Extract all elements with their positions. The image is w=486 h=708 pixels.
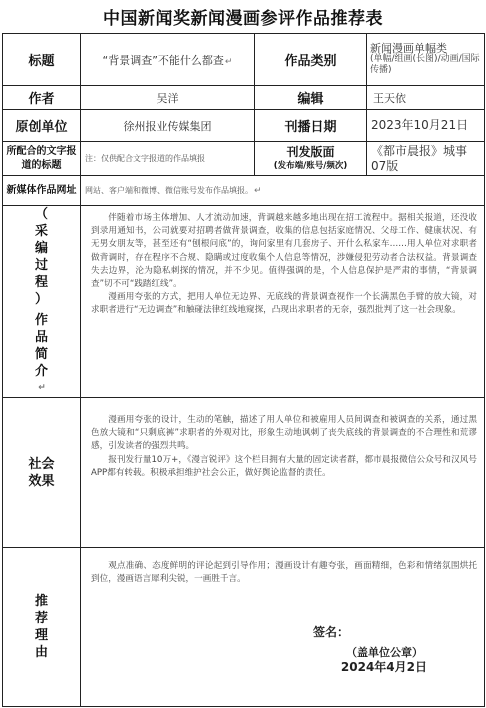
paragraph-mark-icon: ↵: [224, 56, 233, 67]
recommend-paragraph: 观点准确、态度鲜明的评论起到引导作用；漫画设计有趣夸张，画面精细，色彩和情绪氛围烘托到位，漫画语言犀利尖锐，一画胜千言。: [91, 561, 477, 585]
intro-text: [81, 206, 485, 398]
intro-label-main: 作品简介: [34, 313, 48, 379]
category-label: 作品类别: [255, 34, 367, 86]
new-media-label: 新媒体作品网址: [3, 176, 81, 206]
effect-paragraph-2: 报刊发行量10万+，《漫言锐评》这个栏目拥有大量的固定读者群，都市晨报微信公众号和汉风号APP都有转载。积极承担维护社会公正，做好舆论监督的责任。: [91, 454, 477, 478]
publish-date-value: 2023年10月21日: [367, 110, 485, 142]
editor-value: 王天依: [367, 86, 485, 110]
headline-value: “背景调查”不能什么都查↵: [81, 34, 255, 86]
recommend-label: [3, 548, 81, 707]
recommend-text: [81, 548, 485, 707]
recommend-row: [3, 548, 485, 707]
new-media-row: [3, 176, 485, 206]
recommend-label-text: 推荐理由: [34, 594, 48, 660]
author-label: 作者: [3, 86, 81, 110]
unit-row: [3, 110, 485, 142]
page-edition-sub: (发布端/账号/频次): [273, 160, 348, 171]
author-row: [3, 86, 485, 110]
unit-value: 徐州报业传媒集团: [81, 110, 255, 142]
seal-note: （盖单位公章）: [346, 645, 423, 659]
intro-row: [3, 206, 485, 398]
intro-label-process: （采编过程）: [34, 207, 48, 307]
companion-label: 所配合的文字报道的标题: [3, 142, 81, 176]
companion-note: 注：仅供配合文字报道的作品填报: [81, 142, 255, 176]
headline-row: [3, 34, 485, 86]
effect-label-text: 社会效果: [28, 456, 55, 489]
effect-row: [3, 398, 485, 548]
page-edition-value: 《都市晨报》城事07版: [367, 142, 485, 176]
recommendation-form-table: [2, 33, 485, 707]
new-media-note: 网站、客户端和微博、微信账号发布作品填报。↵: [81, 176, 485, 206]
document-title: 中国新闻奖新闻漫画参评作品推荐表: [103, 9, 383, 29]
sign-date: 2024年4月2日: [340, 659, 427, 674]
effect-text: [81, 398, 485, 548]
companion-row: [3, 142, 485, 176]
editor-label: 编辑: [255, 86, 367, 110]
paragraph-mark-icon: ↵: [38, 383, 46, 393]
page-edition-label: [255, 142, 367, 176]
effect-label: [3, 398, 81, 548]
category-value: 新闻漫画单幅类: [370, 42, 447, 55]
category-cell: [367, 34, 485, 86]
publish-date-label: 刊播日期: [255, 110, 367, 142]
paragraph-mark-icon: ↵: [254, 185, 262, 196]
headline-label: 标题: [3, 34, 81, 86]
intro-paragraph-2: 漫画用夸张的方式，把用人单位无边界、无底线的背景调查视作一个长满黑色手臂的放大镜，对求职者进行“无边调查”和触碰法律红线地窥探，凸现出求职者的无奈，强烈批判了这一社会现象。: [91, 292, 477, 316]
intro-paragraph-1: 伴随着市场主体增加、人才流动加速，背调越来越多地出现在招工流程中。据相关报道，还没收到录用通知书，公司就要对招聘者做背景调查，收集的信息包括家庭情况、父母工作、健康状况、有无男女朋友等，甚至还有“刨根问底”的，询问家里有几套房子、开什么私家车……用人单位对求职者做背调时，存在程序不合规、隐瞒或过度收集个人信息等情况，涉嫌侵犯劳动者合法权益。背景调查失去边界，沦为隐私刺探的情况，并不少见。值得强调的是，个人信息保护是严肃的事情，“背景调查”切不可“践踏红线”。: [91, 213, 477, 290]
page-edition-title: 刊发版面: [286, 144, 335, 159]
effect-paragraph-1: 漫画用夸张的设计，生动的笔触，描述了用人单位和被雇用人员间调查和被调查的关系，通过黑色放大镜和“只剩底裤”求职者的外观对比，形象生动地讽刺了丧失底线的背景调查的不合理性和荒谬感，引发读者的强烈共鸣。: [91, 415, 477, 452]
intro-label: [3, 206, 81, 398]
category-options: (单幅/组画(长图)/动画/国际传播): [370, 54, 480, 75]
unit-label: 原创单位: [3, 110, 81, 142]
signature-label: 签名：: [312, 625, 349, 640]
author-value: 吴洋: [81, 86, 255, 110]
